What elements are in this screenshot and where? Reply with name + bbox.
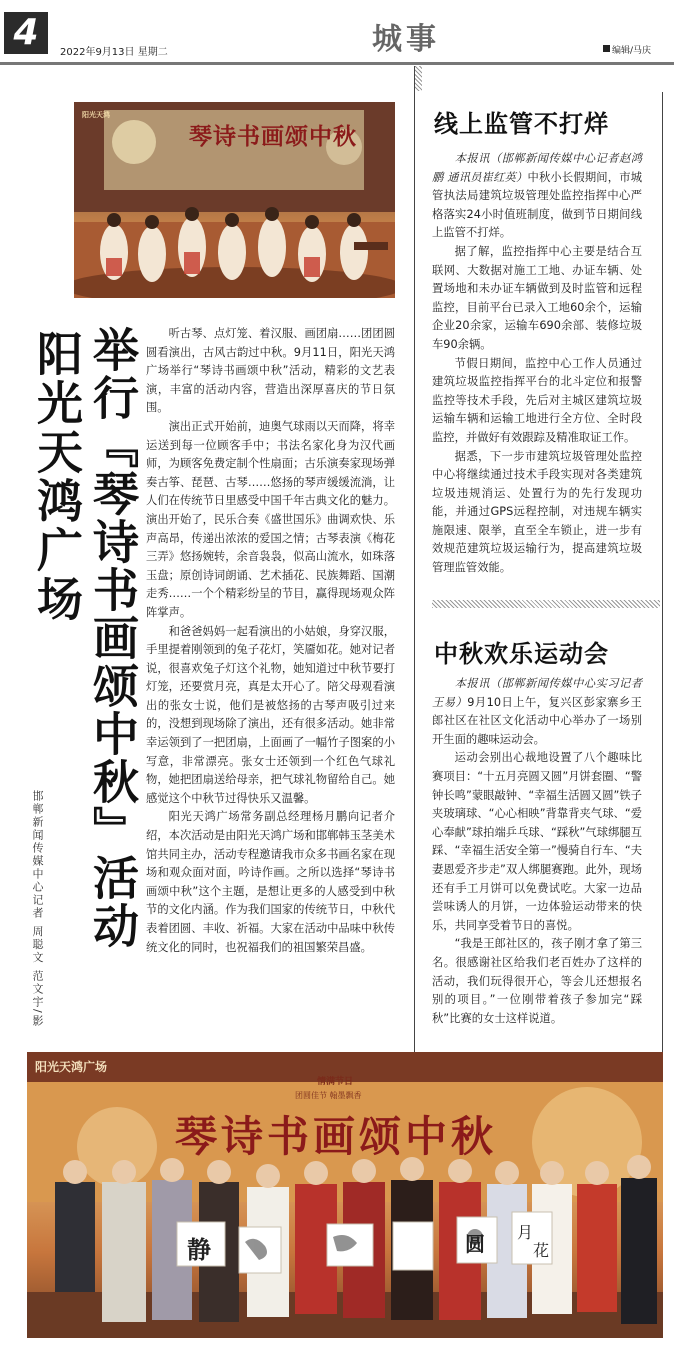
top-photo-banner: 琴诗书画颂中秋 xyxy=(189,123,357,150)
bottom-photo-banner: 琴诗书画颂中秋 xyxy=(175,1112,498,1161)
editor-credit: 编辑/马庆 xyxy=(612,46,652,56)
editor-marker-icon xyxy=(603,45,610,52)
main-paragraph: 阳光天鸿广场常务副总经理杨月鹏向记者介绍，本次活动是由阳光天鸿广场和邯郸韩玉茎美术馆共同主办，活动专程邀请我市众多书画名家在现场和观众面对面，吟诗作画。之所以选择“琴诗书画颂中秋”这个主题，是想让更多的人感受到中秋节的文化内涵。作为我们国家的传统节日，中秋代表着团圆、丰收、祈福。大家在活动中品味中秋传统文化的同时，也祝福我们的祖国繁荣昌盛。 xyxy=(146,810,395,954)
bottom-photo-subtext: 团圆佳节 翰墨飘香 xyxy=(295,1091,362,1100)
bottom-photo-logo: 阳光天鸿广场 xyxy=(35,1060,108,1074)
column-hatch-divider xyxy=(414,66,422,91)
right-edge-divider xyxy=(662,92,663,1052)
story-hatch-divider xyxy=(432,600,660,608)
main-byline: 邯郸新闻传媒中心记者 周聪文 范文宇/影 xyxy=(31,790,44,1028)
right-1-paragraph: 据了解，监控指挥中心主要是结合互联网、大数据对施工工地、办证车辆、处置场地和未办证车辆做到及时监管和远程监控，目前平台已录入工地60余个，运输企业20余家，运输车690余部、装修垃圾车90余辆。 xyxy=(432,244,642,351)
header-divider xyxy=(0,62,674,65)
main-headline-line-2: 举行『琴诗书画颂中秋』活动 xyxy=(86,326,140,950)
main-paragraph: 演出正式开始前，迪奥气球雨以天而降，将幸运送到每一位顾客手中；书法名家化身为汉代画师，为顾客免费定制个性扇面；古乐演奏家现场弹奏古筝、琵琶、古琴……悠扬的琴声缓缓流淌，让人们在传统节日里感受中国千年古典文化的魅力。演出开始了，民乐合奏《盛世国乐》曲调欢快、乐声高昂，传递出浓浓的爱国之情；古琴表演《梅花三弄》悠扬婉转，余音袅袅，似高山流水，如珠落玉盘；原创诗词朗诵、艺术插花、民族舞蹈、国潮走秀……一个个精彩纷呈的节目，赢得现场观众阵阵掌声。 xyxy=(146,419,395,619)
right-story-2-body xyxy=(432,675,642,1028)
right-2-paragraph: “我是王郎社区的，孩子刚才拿了第三名。很感谢社区给我们老百姓办了这样的活动，我们玩得很开心，等会儿还想报名别的项目。”一位刚带着孩子参加完“踩秋”比赛的女士这样说道。 xyxy=(432,937,642,1025)
top-photo-performance xyxy=(74,102,395,298)
calligraphy-jing: 静 xyxy=(187,1235,211,1264)
right-2-paragraph: 运动会别出心裁地设置了八个趣味比赛项目：“十五月亮圆又圆”月饼套圈、“警钟长鸣”蒙眼敲钟、“幸福生活圆又圆”铁子夹玻璃球、“心心相映”背靠背夹气球、“爱心奉献”球拍端乒乓球、“踩秋”气球绑腿互踩、“幸福生活安全第一”慢骑自行车、“夫妻恩爱齐步走”双人绑腿赛跑。此外，现场还有手工月饼可以免费试吃。大家一边品尝味诱人的月饼，一边体验运动带来的快乐，共同享受着节日的喜悦。 xyxy=(432,751,642,932)
right-story-1-headline: 线上监管不打烊 xyxy=(434,110,609,138)
calligraphy-yue: 月 xyxy=(517,1223,534,1242)
calligraphy-yuan: 圆 xyxy=(465,1232,485,1256)
right-story-1-body xyxy=(432,150,642,578)
right-2-text: 9月10日上午，复兴区彭家寨乡王郎社区在社区文化活动中心举办了一场别开生面的趣味运动会。 xyxy=(432,695,642,746)
right-story-2-headline: 中秋欢乐运动会 xyxy=(434,640,609,668)
column-divider xyxy=(414,66,415,1056)
right-story-2-lead: 本报讯（邯郸新闻传媒中心实习记者 王易） xyxy=(432,677,642,709)
section-title: 城事 xyxy=(372,22,440,57)
top-photo-logo: 阳光天鸿 xyxy=(82,110,110,119)
main-headline-line-1: 阳光天鸿广场 xyxy=(30,330,84,624)
bottom-photo-group xyxy=(27,1052,663,1338)
main-paragraph: 和爸爸妈妈一起看演出的小姑娘，身穿汉服，手里提着刚领到的兔子花灯，笑靥如花。她对记者说，很喜欢兔子灯这个礼物，她知道过中秋节要打灯笼，还要赏月亮，真是太开心了。陪父母观看演出的张女士说，他们是被悠扬的古琴声吸引过来的，没想到现场除了演出，还有很多活动。她非常幸运领到了一把团扇，上面画了一幅竹子图案的小写意，非常漂亮。张女士还领到一个红色气球礼物，她把团扇送给母亲，把气球礼物留给自己。她感觉这个中秋节过得快乐又温馨。 xyxy=(146,624,395,805)
main-paragraph: 听古琴、点灯笼、着汉服、画团扇……团团圆圆看演出，古风古韵过中秋。9月11日，阳光天鸿广场举行“琴诗书画颂中秋”活动，精彩的文艺表演，丰富的活动内容，营造出深厚喜庆的节日氛围。 xyxy=(146,327,395,415)
main-article-body xyxy=(146,325,395,957)
bottom-photo-badge: 情满节日 xyxy=(317,1077,354,1087)
right-1-text: 中秋小长假期间，市城管执法局建筑垃圾管理处监控指挥中心严格落实24小时值班制度，做到节日期间线上监管不打烊。 xyxy=(432,170,642,240)
issue-date: 2022年9月13日 星期二 xyxy=(60,47,168,58)
right-1-paragraph: 节假日期间，监控中心工作人员通过建筑垃圾监控指挥平台的北斗定位和报警监控等技术手段，先后对主城区建筑垃圾运输车辆和运输工地进行全方位、全时段监控，并做好有效跟踪及精准取证工作。 xyxy=(432,356,642,444)
page-number: 4 xyxy=(4,12,48,54)
right-2-paragraph xyxy=(432,675,642,749)
right-story-1-lead: 本报讯（邯郸新闻传媒中心记者赵鸿鹏 通讯员崔红英） xyxy=(432,152,642,184)
calligraphy-hua: 花 xyxy=(533,1241,550,1260)
right-1-paragraph: 据悉，下一步市建筑垃圾管理处监控中心将继续通过技术手段实现对各类建筑垃圾违规消运、处置行为的先行发现功能，并通过GPS远程控制，对违规车辆实施限速、限挙，直至全车锁止，进一步有效规范建筑垃圾运输行为，提高建筑垃圾管理监管效能。 xyxy=(432,449,642,575)
right-1-paragraph xyxy=(432,150,642,243)
